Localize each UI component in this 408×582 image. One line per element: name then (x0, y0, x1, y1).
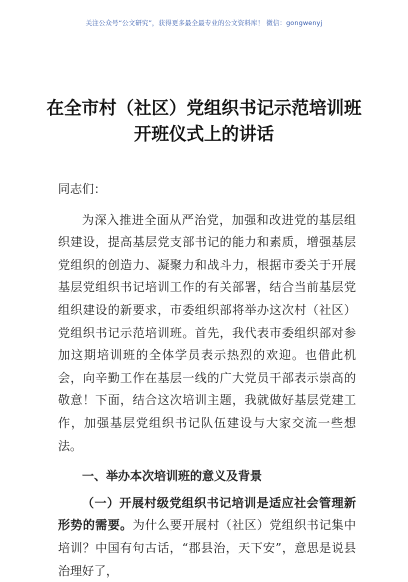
paragraph-1: 为深入推进全面从严治党，加强和改进党的基层组织建设，提高基层党支部书记的能力和素质，增强基层党组织的创造力、凝聚力和战斗力，根据市委关于开展基层党组织书记培训工作的有关部署，结合当前基层党组织建设的新要求，市委组织部将举办这次村（社区）党组织书记示范培训班。首先，我代表市委组织部对参加这期培训班的全体学员表示热烈的欢迎。也借此机会，向辛勤工作在基层一线的广大党员干部表示崇高的敬意！下面，结合这次培训主题，我就做好基层党建工作，加强基层党组织书记队伍建设与大家交流一些想法。 (58, 212, 356, 453)
section-heading-1: 一、举办本次培训班的意义及背景 (82, 469, 263, 484)
subsection-heading-1: （一）开展村级党组织书记培训是适应社会管理新形势的需要。 (58, 495, 356, 533)
salutation: 同志们： (58, 182, 107, 196)
header-note: 关注公众号“公文研究”，获得更多最全最专业的公文资料库！ 微信：gongwenyj (85, 19, 323, 27)
subsection-1-text: 为什么要开展村（社区）党组织书记集中培训？中国有句古话，“郡县治，天下安”，意思是说县治理好了， (58, 518, 356, 578)
document-title: 在全市村（社区）党组织书记示范培训班开班仪式上的讲话 (46, 99, 362, 145)
paragraph-2 (58, 492, 356, 582)
document-body (58, 178, 356, 582)
